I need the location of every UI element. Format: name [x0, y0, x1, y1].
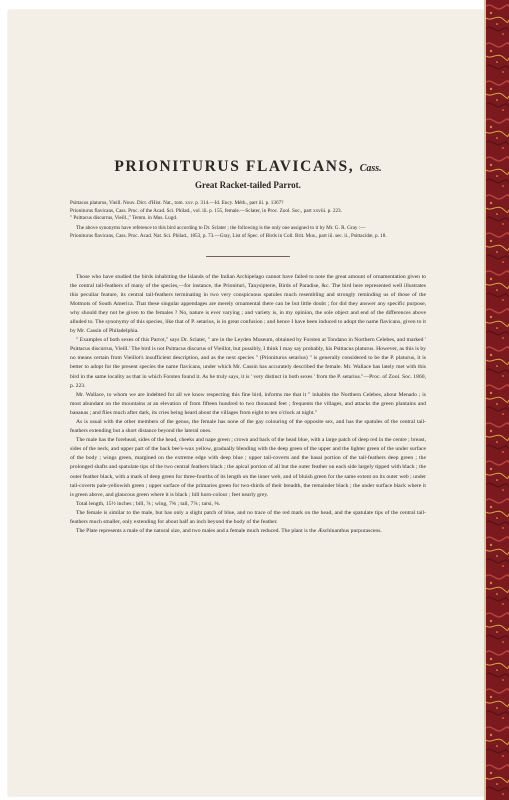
body-paragraph: The female is similar to the male, but has only a slight patch of blue, and no trace of the red mark on the head, and the spatulate tips of the central tail-feathers much smaller, only extending for about half an inch beyond the body of the feather.: [70, 509, 426, 526]
body-paragraph: As is usual with the other members of the genus, the female has none of the gay colouring of the opposite sex, and has the spatules of the central tail-feathers extending but a short distance beyond the lateral ones.: [70, 419, 426, 435]
body-paragraph: " Examples of both sexes of this Parrot," says Dr. Sclater, " are in the Leyden Museum, obtained by Forsten at Tondano in Northern Celebes, and marked ' Psittacus discurrus, Vieill.' The bird is not Psittacus discurus of Vieillot, but possibly, I think I may say probably, his Psittacus platurus. However, as this is by no means certain from Vieillot's insufficient description, and as the next species " (Prioniturus setarius) " is generally considered to be the P. platurus, it is better to adopt for the present species the name flavicans, under which Mr. Cassin has accurately described the female. Mr. Wallace has lately met with this bird in the same locality as that in which Forsten found it. As he truly says, it is ' very distinct in both sexes ' from the P. setarius."—Proc. of Zool. Soc. 1860, p. 223.: [70, 337, 426, 389]
book-page: [8, 10, 484, 796]
synonymy-block: [70, 200, 426, 241]
synonym-entry: Prioniturus flavicans, Cass. Proc. of the Acad. Sci. Philad., vol. iii. p. 155, female.—Sclater, in Proc. Zool. Soc., part xxviii. p. 223.: [70, 207, 342, 214]
species-title: [70, 158, 426, 176]
species-author: Cass.: [359, 163, 382, 174]
body-text: [70, 273, 426, 537]
synonym-entry: Prioniturus flavicans, Cass. Proc. Acad. Nat. Sci. Philad., 1853, p. 73.—Gray, List of Spec. of Birds in Coll. Brit. Mus., part iii. sec. ii., Psittacidæ, p. 18.: [70, 232, 387, 239]
common-name: Great Racket-tailed Parrot.: [195, 180, 301, 190]
synonym-entry: Psittacus platurus, Vieill. Nouv. Dict. d'Hist. Nat., tom. xxv. p. 314.—Id. Ency. Méth., part iii. p. 1367?: [70, 200, 284, 206]
section-divider: [206, 256, 290, 257]
body-paragraph: Total length, 15½ inches ; bill, ⅞ ; wing, 7⅜ ; tail, 7⅞ ; tarsi, ⅝.: [76, 500, 221, 507]
body-paragraph: Mr. Wallace, to whom we are indebted for all we know respecting this fine bird, informs me that it " inhabits the Northern Celebes, about Menado ; is most abundant on the mountains at an elevation of from fifteen hundred to two thousand feet ; frequents the villages, and attacks the green plantains and bananas ; and flies much after dark, its cries being heard about the villages from eight to ten o'clock at night.": [70, 391, 426, 416]
synonymy-note: The above synonyms have reference to this bird according to Dr. Sclater ; the following is the only one assigned to it by Mr. G. R. Gray :—: [76, 225, 366, 232]
body-paragraph: The Plate represents a male of the natural size, and two males and a female much reduced. The plant is the Æschinanthus purpurascens.: [76, 528, 382, 535]
body-paragraph: The male has the forehead, sides of the head, cheeks and nape green ; crown and back of the head blue, with a large patch of deep red in the centre ; breast, sides of the neck, and upper part of the back bee's-wax yellow, gradually blending with the deep green of the upper and the lighter green of the under surface of the body ; wings green, margined on the extreme edge with deep blue ; upper tail-coverts and the basal portion of the tail-feathers deep green ; the prolonged shafts and spatulate tips of the two central feathers black ; the apical portion of all but the outer feather on each side largely tipped with black ; the outer feather black, with a mark of deep green for three-fourths of its length on the inner web, and of bluish green for the same extent on its outer web ; under tail-coverts pale-yellowish green ; upper surface of the primaries green for two-thirds of their breadth, the remainder black ; the under surface black where it is green above, and glaucous green where it is black ; bill horn-colour ; feet nearly grey.: [70, 437, 426, 498]
synonym-entry: " Psittacus discurrus, Vieill.," Temm. in Mus. Lugd.: [70, 215, 178, 222]
marbled-binding-pattern: [486, 0, 509, 800]
book-binding: [486, 0, 509, 800]
species-name: PRIONITURUS FLAVICANS,: [114, 158, 355, 175]
page-content: [70, 158, 426, 536]
body-paragraph: Those who have studied the birds inhabiting the Islands of the Indian Archipelago cannot have failed to note the great amount of ornamentation given to the central tail-feathers of many of the species,—for instance, the Prionituri, Tanysipteræ, Birds of Paradise, &c. The bird here represented well illustrates this peculiar feature, its central tail-feathers terminating in two very conspicuous spatules much resembling and strongly reminding us of those of the Motmots of South America. That these singular appendages are merely ornamental there can be but little doubt ; for did they answer any specific purpose, why should they not be given to the females ? No, nature is ever varying ; and variety is, in my opinion, the sole object and end of the differences above alluded to. The synonymy of this species, like that of P. setarius, is in great confusion ; and hence I have been induced to adopt the name flavicans, given to it by Mr. Cassin of Philadelphia.: [70, 273, 426, 335]
